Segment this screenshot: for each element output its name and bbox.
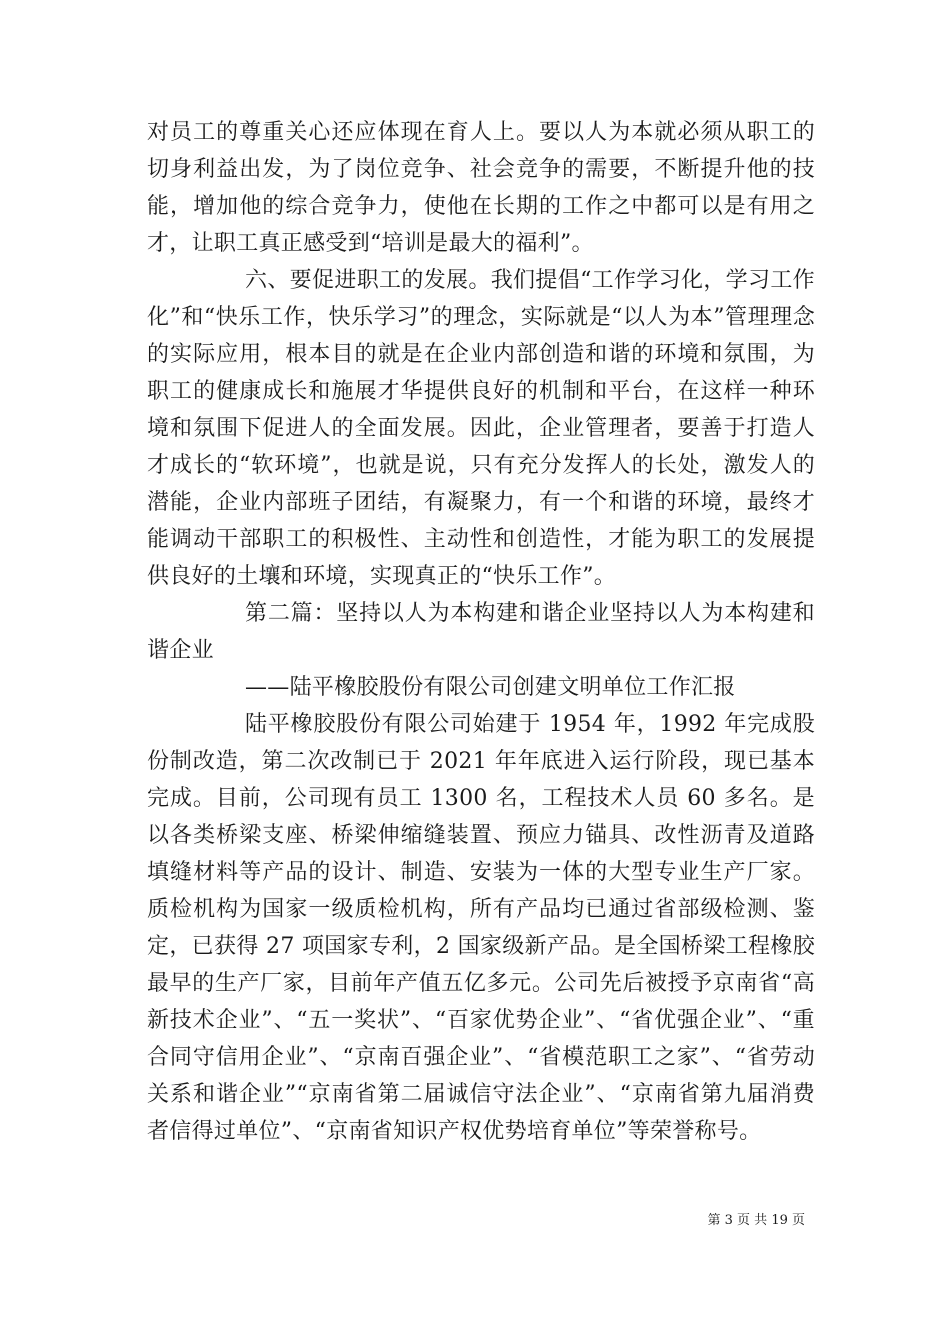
article-title: 第二篇：坚持以人为本构建和谐企业坚持以人为本构建和谐企业 xyxy=(147,601,815,663)
page-number: 第 3 页 共 19 页 xyxy=(707,1213,805,1228)
article-subtitle: ——陆平橡胶股份有限公司创建文明单位工作汇报 xyxy=(245,675,736,700)
paragraph-company-intro: 陆平橡胶股份有限公司始建于 1954 年，1992 年完成股份制改造，第二次改制已于 2021 年年底进入运行阶段，现已基本完成。目前，公司现有员工 1300 名，工程技术人员 60 多名。是以各类桥梁支座、桥梁伸缩缝装置、预应力锚具、改性沥青及道路填缝材料等产品的设计、制造、安装为一体的大型专业生产厂家。质检机构为国家一级质检机构，所有产品均已通过省部级检测、鉴定，已获得 27 项国家专利，2 国家级新产品。是全国桥梁工程橡胶最早的生产厂家，目前年产值五亿多元。公司先后被授予京南省“高新技术企业”、“五一奖状”、“百家优势企业”、“省优强企业”、“重合同守信用企业”、“京南百强企业”、“省模范职工之家”、“省劳动关系和谐企业”“京南省第二届诚信守法企业”、“京南省第九届消费者信得过单位”、“京南省知识产权优势培育单位”等荣誉称号。 xyxy=(147,712,815,1144)
paragraph-section-six: 六、要促进职工的发展。我们提倡“工作学习化，学习工作化”和“快乐工作，快乐学习”的理念，实际就是“以人为本”管理理念的实际应用，根本目的就是在企业内部创造和谐的环境和氛围，为职工的健康成长和施展才华提供良好的机制和平台，在这样一种环境和氛围下促进人的全面发展。因此，企业管理者，要善于打造人才成长的“软环境”，也就是说，只有充分发挥人的长处，激发人的潜能，企业内部班子团结，有凝聚力，有一个和谐的环境，最终才能调动干部职工的积极性、主动性和创造性，才能为职工的发展提供良好的土壤和环境，实现真正的“快乐工作”。 xyxy=(147,268,815,589)
document-body xyxy=(147,114,815,1150)
paragraph-continued: 对员工的尊重关心还应体现在育人上。要以人为本就必须从职工的切身利益出发，为了岗位竞争、社会竞争的需要，不断提升他的技能，增加他的综合竞争力，使他在长期的工作之中都可以是有用之才，让职工真正感受到“培训是最大的福利”。 xyxy=(147,120,815,256)
